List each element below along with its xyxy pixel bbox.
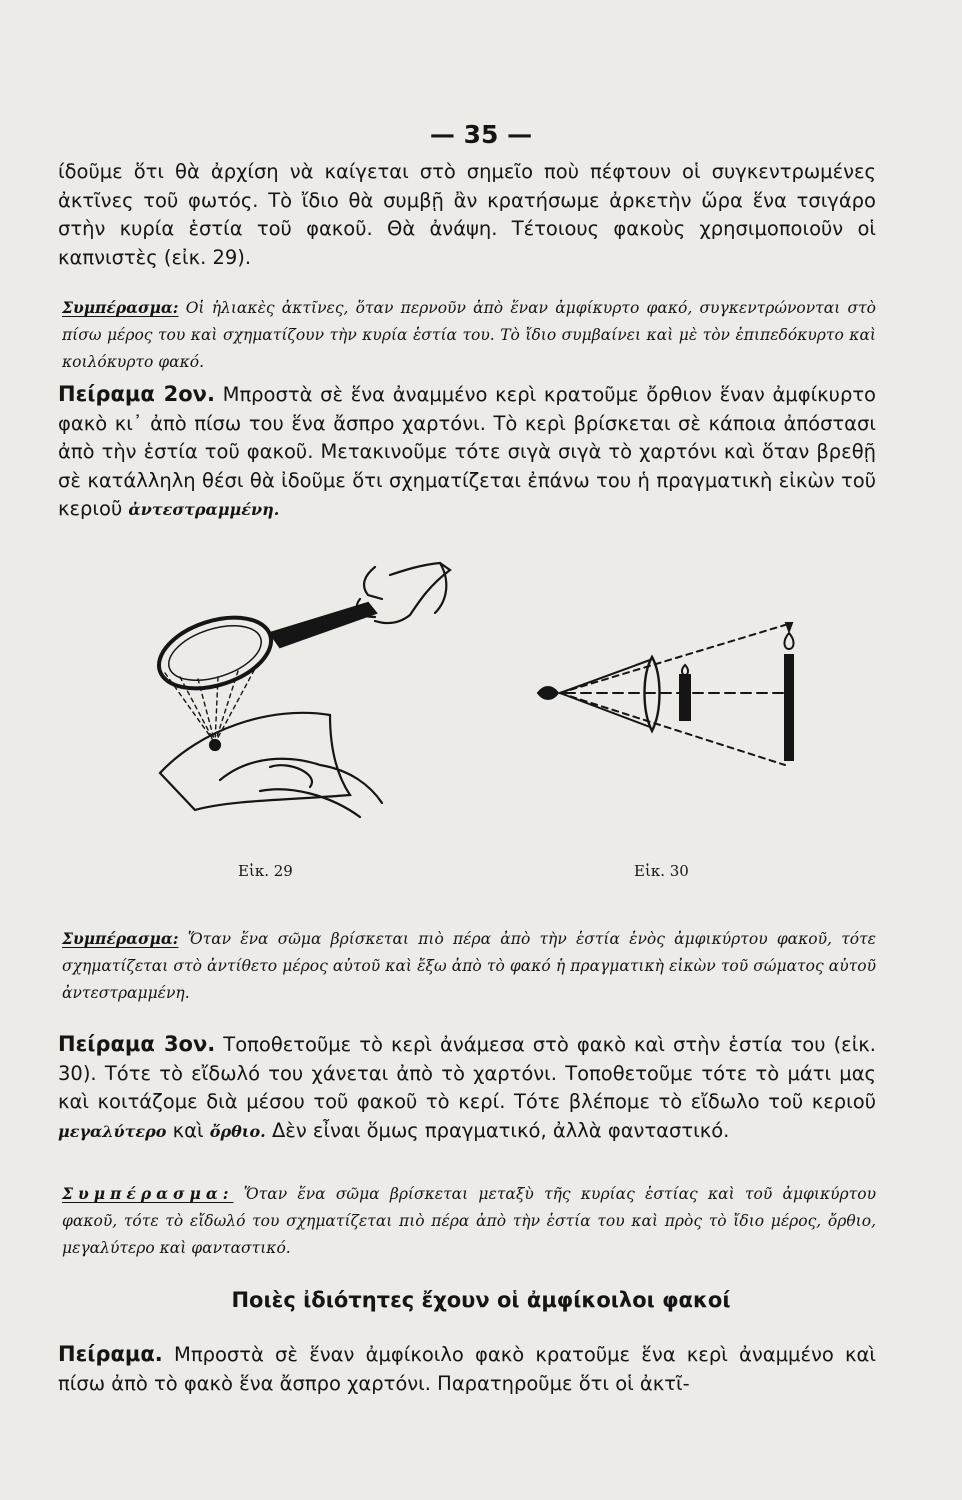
experiment-text-mid: καὶ <box>166 1118 210 1142</box>
experiment-label: Πείραμα 3ον. <box>58 1032 216 1056</box>
experiment-text: Μπροστὰ σὲ ἕναν ἀμφίκοιλο φακὸ κρατοῦμε ἕνα κερὶ ἀναμμένο καὶ πίσω ἀπὸ τὸ φακὸ ἕνα ἄσπρο χαρτόνι. Παρατηροῦμε ὅτι οἱ ἀκτῖ- <box>58 1343 876 1395</box>
conclusion-label: Συμπέρασμα: <box>62 298 179 317</box>
experiment-text: Τοποθετοῦμε τὸ κερὶ ἀνάμεσα στὸ φακὸ καὶ στὴν ἑστία του (εἰκ. 30). Τότε τὸ εἴδωλό του χάνεται ἀπὸ τὸ χαρτόνι. Τοποθετοῦμε τότε τὸ μάτι μας καὶ κοιτάζομε διὰ μέσου τοῦ φακοῦ τὸ κερί. Τότε βλέπομε τὸ εἴδωλο τοῦ κεριοῦ <box>58 1033 876 1113</box>
conclusion-real-image <box>62 925 876 1007</box>
conclusion-text: Οἱ ἡλιακὲς ἀκτῖνες, ὅταν περνοῦν ἀπὸ ἕναν ἀμφίκυρτο φακό, συγκεντρώνονται στὸ πίσω μέρος του καὶ σχηματίζουν τὴν κυρία ἑστία του. Τὸ ἴδιο συμβαίνει καὶ μὲ τὸν ἐπιπεδόκυρτο καὶ κοιλόκυρτο φακό. <box>62 299 876 371</box>
experiment-4 <box>58 1340 876 1398</box>
conclusion-virtual-image <box>62 1180 876 1262</box>
conclusion-label: Συμπέρασμα: <box>62 929 179 948</box>
section-heading: Ποιὲς ἰδιότητες ἔχουν οἱ ἀμφίκοιλοι φακοί <box>231 1288 731 1312</box>
figure-30-illustration <box>530 615 890 785</box>
experiment-2 <box>58 380 876 525</box>
page-number: — 35 — <box>429 120 533 149</box>
figure-29-caption: Εἰκ. 29 <box>238 862 293 880</box>
emphasis-upright: ὄρθιο. <box>209 1121 266 1141</box>
figure-29-illustration <box>120 555 540 845</box>
experiment-3 <box>58 1030 876 1146</box>
paragraph-intro: ίδοῦμε ὅτι θὰ ἀρχίση νὰ καίγεται στὸ σημεῖο ποὺ πέφτουν οἱ συγκεντρωμένες ἀκτῖνες τοῦ φωτός. Τὸ ἴδιο θὰ συμβῇ ἂν κρατήσωμε ἀρκετὴν ὥρα ἕνα τσιγάρο στὴν κυρία ἑστία τοῦ φακοῦ. Θὰ ἀνάψη. Τέτοιους φακοὺς χρησιμοποιοῦν οἱ καπνιστὲς (εἰκ. 29). <box>58 160 876 269</box>
emphasis-inverted: ἀντεστραμμένη. <box>128 500 280 519</box>
conclusion-sunlight <box>62 294 876 376</box>
experiment-label: Πείραμα 2ον. <box>58 382 215 406</box>
conclusion-text: Ὅταν ἕνα σῶμα βρίσκεται μεταξὺ τῆς κυρίας ἑστίας καὶ τοῦ ἀμφικύρτου φακοῦ, τότε τὸ εἴδωλό του σχηματίζεται πιὸ πέρα ἀπὸ τὴν ἑστία του καὶ πρὸς τὸ ἴδιο μέρος, ὄρθιο, μεγαλύτερο καὶ φανταστικό. <box>62 1185 876 1257</box>
experiment-text: Μπροστὰ σὲ ἕνα ἀναμμένο κερὶ κρατοῦμε ὄρθιον ἕναν ἀμφίκυρτο φακὸ κι᾽ ἀπὸ πίσω του ἕνα ἄσπρο χαρτόνι. Τὸ κερὶ βρίσκεται σὲ κάποια ἀπόστασι ἀπὸ τὴν ἑστία τοῦ φακοῦ. Μετακινοῦμε τότε σιγὰ σιγὰ τὸ χαρτόνι καὶ ὅταν βρεθῇ σὲ κατάλληλη θέσι θὰ ἰδοῦμε ὅτι σχηματίζεται ἐπάνω του ἡ πραγματικὴ εἰκὼν τοῦ κεριοῦ <box>58 383 876 520</box>
conclusion-text: Ὅταν ἕνα σῶμα βρίσκεται πιὸ πέρα ἀπὸ τὴν ἑστία ἑνὸς ἀμφικύρτου φακοῦ, τότε σχηματίζεται στὸ ἀντίθετο μέρος αὐτοῦ καὶ ἔξω ἀπὸ τὸ φακό ἡ πραγματικὴ εἰκὼν τοῦ σώματος αὐτοῦ ἀντεστραμμένη. <box>62 930 876 1002</box>
figure-30-caption: Εἰκ. 30 <box>634 862 689 880</box>
experiment-label: Πείραμα. <box>58 1342 163 1366</box>
conclusion-label: Συμπέρασμα: <box>62 1184 234 1203</box>
emphasis-larger: μεγαλύτερο <box>58 1121 167 1141</box>
experiment-text-tail: Δὲν εἶναι ὅμως πραγματικό, ἀλλὰ φανταστικό. <box>265 1118 730 1142</box>
